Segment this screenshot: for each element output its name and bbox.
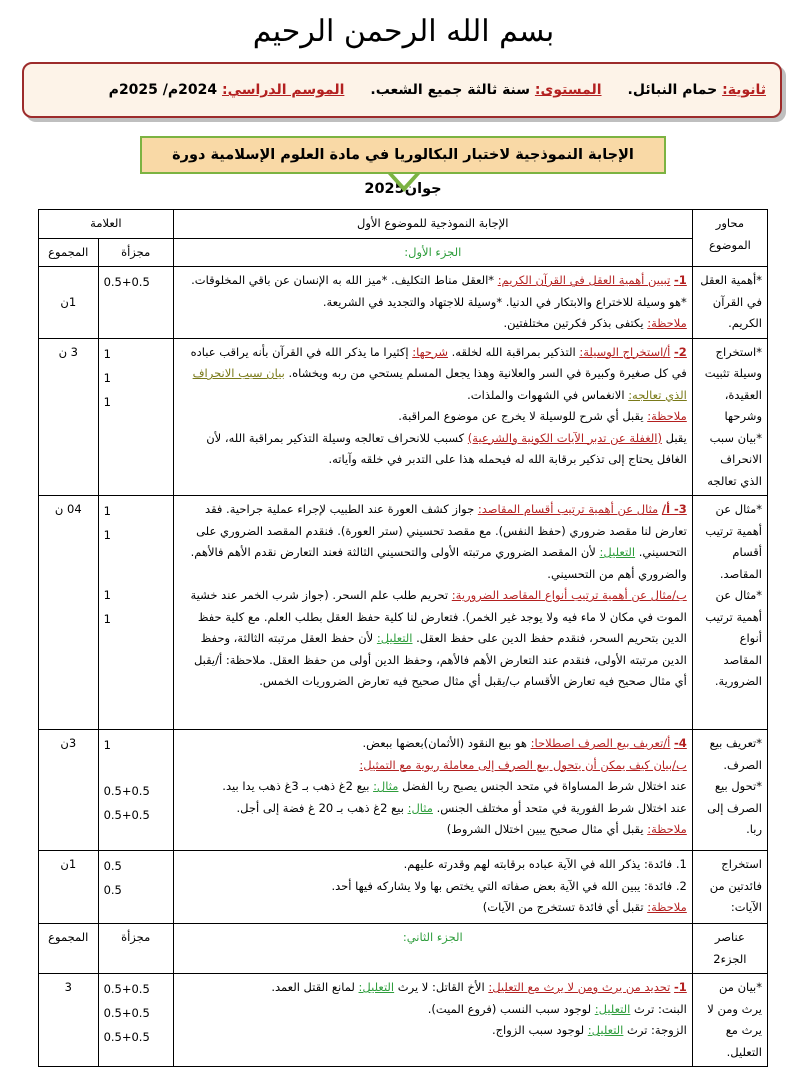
title-block	[140, 136, 666, 198]
mark-value: 1	[103, 346, 111, 361]
reason-label: بيان سبب الانحراف الذي تعالجه:	[192, 366, 687, 402]
note2-text: يقبل	[665, 430, 687, 445]
total-mark: 1ن	[39, 267, 99, 339]
table-row	[39, 496, 768, 730]
partial-marks	[98, 851, 173, 924]
q-number: 1-	[674, 980, 687, 994]
answer-cell	[173, 338, 692, 496]
sub-partial-header-2: مجزأة	[98, 924, 173, 974]
note-label: ملاحظة:	[647, 900, 687, 914]
question-text: تبيين أهمية العقل في القرآن الكريم:	[497, 273, 671, 287]
line1-text: عند اختلال شرط المساواة في متحد الجنس يصبح ربا الفضل	[402, 779, 687, 793]
answer-table	[38, 209, 768, 1067]
total-mark: 3 ن	[39, 338, 99, 496]
justify2-label: التعليل:	[594, 1001, 631, 1016]
line3-text: الزوجة: ترث	[627, 1023, 687, 1037]
justify-label: التعليل:	[358, 980, 395, 994]
page-title: الإجابة النموذجية لاختبار البكالوريا في مادة العلوم الإسلامية دورة جوان2025	[140, 136, 666, 174]
answer-text: جواز كشف العورة عند الطبيب لإجراء عملية جراحية. فقد تعارض لنا مقصد ضروري (حفظ النفس). مع مقصد تحسيني (ستر العورة). فنقدم المقصد الضروري على التحسيني.	[196, 502, 687, 559]
total-mark: 3	[39, 974, 99, 1067]
table-row	[39, 730, 768, 851]
note-text: يقبل أي مثال صحيح يبين اختلال الشروط)	[446, 822, 644, 836]
sub-partial-header: مجزأة	[98, 238, 173, 267]
answer-text: *العقل مناط التكليف. *ميز الله به الإنسان عن باقي المخلوقات. *هو وسيلة للاختراع والابتكار في الدنيا. *وسيلة للاجتهاد والتجديد في الشريعة.	[191, 273, 687, 309]
question-text: أ/تعريف بيع الصرف اصطلاحا:	[530, 736, 671, 750]
partial-marks	[98, 974, 173, 1067]
mark-value: 1	[103, 370, 111, 385]
sub-total-header-2: المجموع	[39, 924, 99, 974]
line2-text: البنت: ترث	[633, 1001, 687, 1016]
line1-example: بيع 2غ ذهب بـ 3غ ذهب يدا بيد.	[222, 779, 370, 793]
justify2-text: لأن حفظ العقل مرتبته الثالثة، وحفظ الدين مرتبته الأولى، فنقدم عند التعارض الأهم فالأهم، وحفظ الدين أولى من حفظ العقل. ملاحظة: أ/يقبل أي مثال صحيح فيه تعارض الأقسام ب/يقبل أي مثال صحيح فيه تعارض الضروريات الخمس.	[193, 631, 687, 688]
axis-cell: *استخراج وسيلة تثبيت العقيدة، وشرحها *بيان سبب الانحراف الذي تعالجه	[692, 338, 767, 496]
mark-value: 0.5	[103, 859, 122, 873]
q-number: 3- أ/	[661, 502, 687, 516]
part1-label: الجزء الأول:	[173, 238, 692, 267]
down-arrow-inner	[393, 174, 415, 186]
explain-text: إكثيرا ما يذكر الله في القرآن بأنه يراقب عباده في كل صغيرة وكبيرة في السر والعلانية وهذا يجعل المسلم يستحي من ربه ويخشاه.	[190, 344, 687, 380]
note-text: تقبل أي فائدة تستخرج من الآيات)	[482, 900, 644, 914]
mark-value: 1	[103, 528, 111, 542]
basmala-calligraphy: بسم الله الرحمن الرحيم	[252, 14, 555, 49]
mark-value: 1	[103, 738, 111, 752]
col-axes-header: محاور الموضوع	[692, 210, 767, 267]
season-label: الموسم الدراسي:	[222, 82, 345, 98]
mark-value: 0.5	[103, 883, 122, 897]
axis-cell: استخراج فائدتين من الآيات:	[692, 851, 767, 924]
question-text: مثال عن أهمية ترتيب أقسام المقاصد:	[477, 502, 659, 516]
mark-value: 0.5+0.5	[103, 275, 150, 289]
axis-cell: *أهمية العقل في القرآن الكريم.	[692, 267, 767, 339]
answer-cell	[173, 496, 692, 730]
line1-text: الأخ القاتل: لا يرث	[397, 980, 485, 994]
mark-value: 0.5+0.5	[103, 808, 150, 822]
season-info	[109, 82, 345, 98]
answer-cell	[173, 974, 692, 1067]
col-mark-header: العلامة	[39, 210, 174, 239]
answer-cell	[173, 730, 692, 851]
question2-text: ب/بيان كيف يمكن أن يتحول بيع الصرف إلى معاملة ربوية مع التمثيل:	[359, 757, 687, 772]
axis-cell: *بيان من يرث ومن لا يرث مع التعليل.	[692, 974, 767, 1067]
explain-label: شرحها:	[412, 344, 448, 359]
mark-value: 0.5+0.5	[103, 982, 150, 996]
note-text: يقبل أي شرح للوسيلة لا يخرج عن موضوع المراقبة.	[398, 409, 644, 423]
note-label: ملاحظة:	[647, 409, 687, 423]
mark-value: 1	[103, 612, 111, 626]
reason-text: الانغماس في الشهوات والملذات.	[467, 387, 625, 402]
level-label: المستوى:	[534, 82, 602, 98]
question-text: تحديد من يرث ومن لا يرث مع التعليل:	[488, 980, 671, 994]
justify3-label: التعليل:	[587, 1023, 624, 1037]
sub-total-header: المجموع	[39, 238, 99, 267]
partial-marks	[98, 267, 173, 339]
part2-header-row	[39, 924, 768, 974]
table-row	[39, 851, 768, 924]
note-label: ملاحظة:	[647, 822, 687, 836]
answer-cell	[173, 267, 692, 339]
partial-marks	[98, 338, 173, 496]
total-mark: 3ن	[39, 730, 99, 851]
q-number: 2-	[674, 344, 687, 359]
level-info	[370, 82, 601, 98]
partial-marks	[98, 730, 173, 851]
example2-label: مثال:	[407, 800, 433, 815]
table-row	[39, 267, 768, 339]
axis-cell: *تعريف بيع الصرف. *تحول بيع الصرف إلى ربا.	[692, 730, 767, 851]
answer2-text: تحريم طلب علم السحر. (جواز شرب الخمر عند خشية الموت في مكان لا ماء فيه ولا يوجد غير الخمر). فتعارض لنا كلية حفظ العقل بطلب العلم. مع كلية حفظ الدين بتحريم السحر، فنقدم حفظ الدين على حفظ العقل.	[190, 588, 687, 645]
justify-text: لأن المقصد الضروري مرتبته الأولى والتحسيني الثالثة فعند التعارض نقدم الأهم فالأهم. والضروري أهم من التحسيني.	[190, 545, 687, 581]
col-answer-header: الإجابة النموذجية للموضوع الأول	[173, 210, 692, 239]
line1-reason: لمانع القتل العمد.	[271, 980, 355, 994]
example-label: مثال:	[373, 779, 399, 793]
mark-value: 1	[103, 588, 111, 602]
note-label: ملاحظة:	[647, 316, 687, 330]
mark-value: 0.5+0.5	[103, 1030, 150, 1044]
benefit-2: 2. فائدة: يبين الله في الآية بعض صفاته التي يختص بها ولا يشاركه فيها أحد.	[331, 878, 687, 893]
answer-cell	[173, 851, 692, 924]
q-number: 1-	[674, 273, 687, 287]
table-row	[39, 338, 768, 496]
q-number: 4-	[674, 736, 687, 750]
justify-label: التعليل:	[599, 545, 636, 559]
question2-text: ب/مثال عن أهمية ترتيب أنواع المقاصد الضرورية:	[451, 588, 687, 602]
note2-underlined: (الغفلة عن تدبر الآيات الكونية والشرعية)	[467, 430, 662, 445]
info-banner	[22, 62, 782, 118]
line2-text: عند اختلال شرط الفورية في متحد أو مختلف الجنس.	[436, 800, 687, 815]
mark-value: 1	[103, 504, 111, 518]
mark-value: 0.5+0.5	[103, 784, 150, 798]
line3-reason: لوجود سبب الزواج.	[491, 1023, 585, 1037]
school-label: ثانوية:	[722, 82, 766, 98]
level-value: سنة ثالثة جميع الشعب.	[370, 82, 531, 98]
justify2-label: التعليل:	[376, 631, 413, 645]
benefit-1: 1. فائدة: يذكر الله في الآية عباده برقابته لهم وقدرته عليهم.	[403, 857, 687, 871]
line2-reason: لوجود سبب النسب (فروع الميت).	[427, 1001, 592, 1016]
mark-value: 0.5+0.5	[103, 1006, 150, 1020]
note2-rest: كسبب للانحراف تعالجه وسيلة التذكير بمراقبة الله، لأن الغافل يحتاج إلى تذكير برقابة الله له فيحمله هذا على التدبر في خلقه وآياته.	[206, 430, 687, 466]
total-mark: 1ن	[39, 851, 99, 924]
part2-label: الجزء الثاني:	[173, 924, 692, 974]
mark-value: 1	[103, 394, 111, 409]
school-info	[628, 82, 766, 98]
part2-axis-header: عناصر الجزء2	[692, 924, 767, 974]
note-text: يكتفى بذكر فكرتين مختلفتين.	[503, 316, 644, 330]
question-text: أ/استخراج الوسيلة:	[579, 344, 671, 359]
answer-text: التذكير بمراقبة الله لخلقه.	[451, 344, 576, 359]
axis-cell: *مثال عن أهمية ترتيب أقسام المقاصد. *مثال عن أهمية ترتيب أنواع المقاصد الضرورية.	[692, 496, 767, 730]
school-value: حمام النبائل.	[627, 82, 718, 98]
table-row	[39, 974, 768, 1067]
season-value: 2024م/ 2025م	[108, 82, 218, 98]
partial-marks	[98, 496, 173, 730]
total-mark: 04 ن	[39, 496, 99, 730]
line2-example: بيع 2غ ذهب بـ 20 غ فضة إلى أجل.	[236, 800, 404, 815]
answer-text: هو بيع النقود (الأثمان)بعضها ببعض.	[362, 736, 527, 750]
